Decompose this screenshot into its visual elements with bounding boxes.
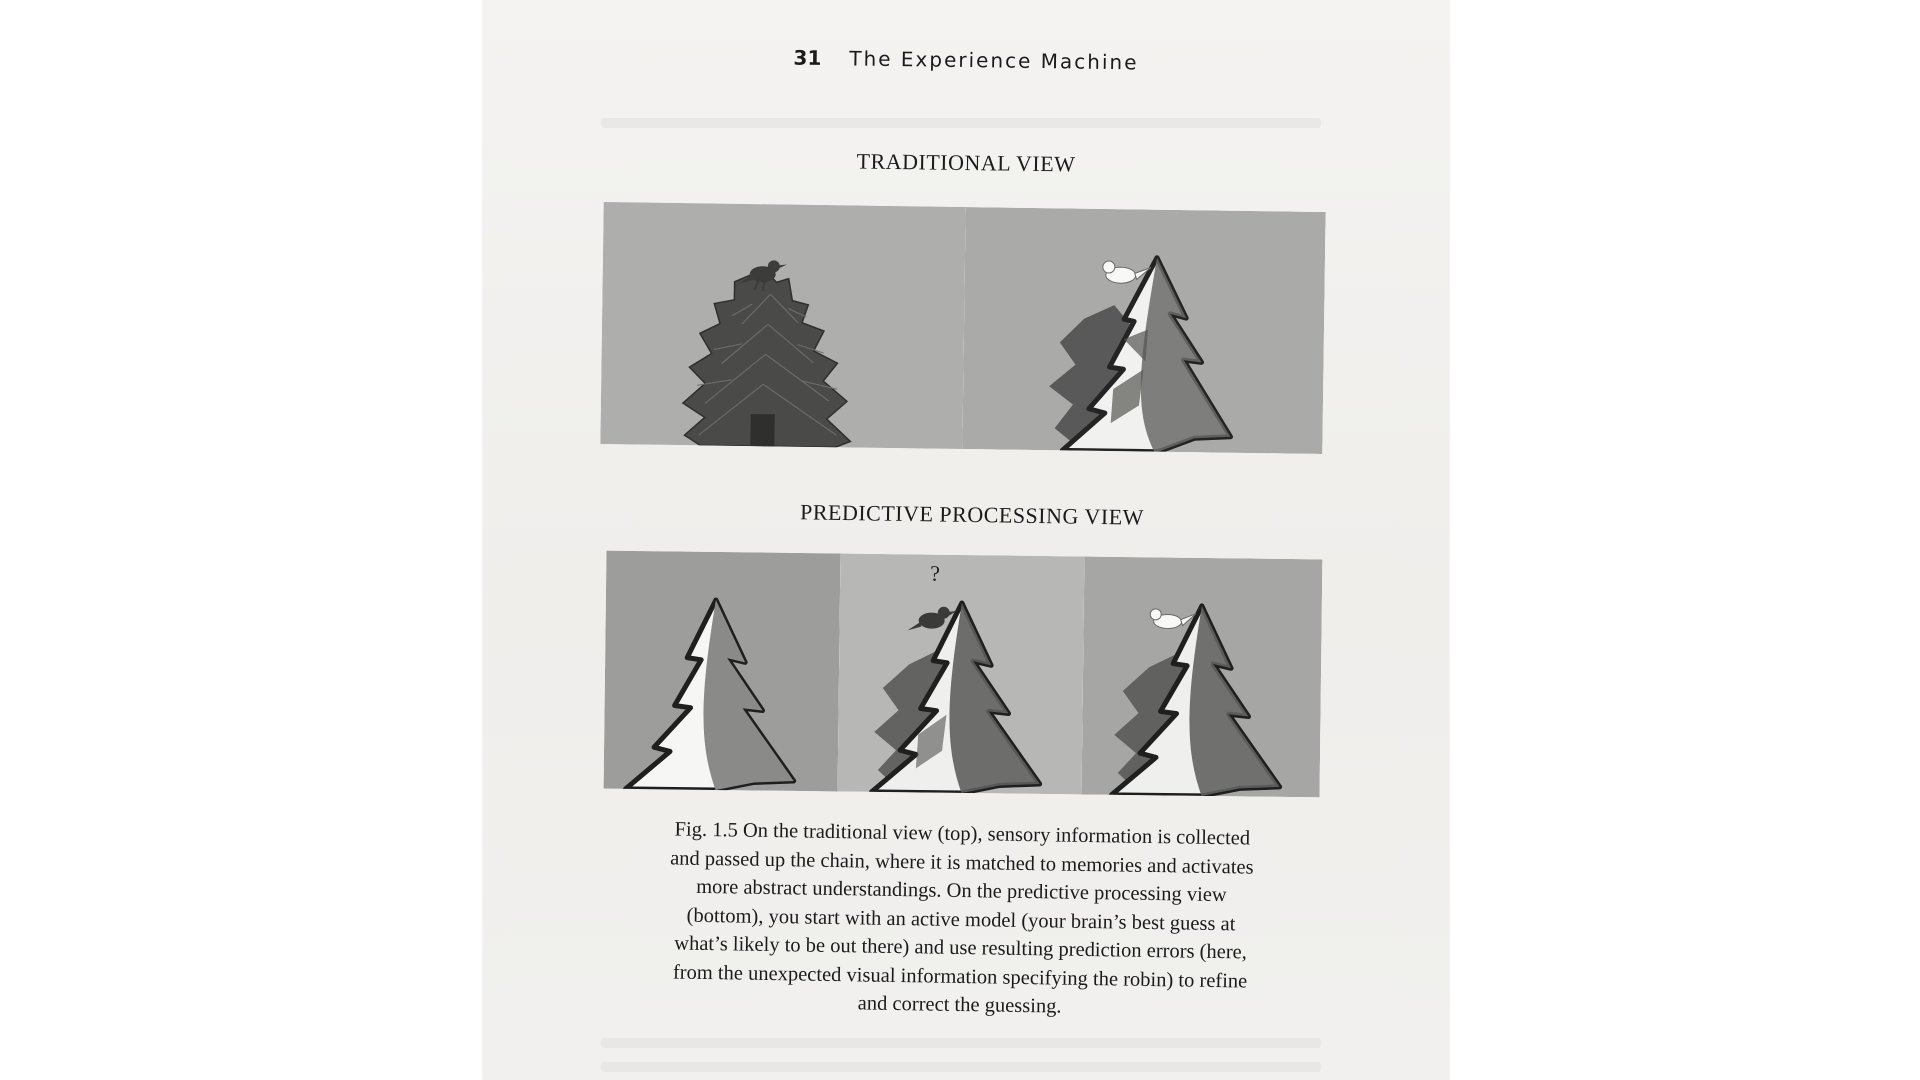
revised-model-panel xyxy=(1082,556,1323,797)
caption-line: Fig. 1.5 On the traditional view (top), sensory information is collected xyxy=(674,818,1251,850)
bleed-through xyxy=(601,1038,1321,1048)
tree-with-dark-bird-image xyxy=(838,553,1085,794)
prediction-error-panel xyxy=(838,553,1085,794)
book-page xyxy=(483,0,1449,1080)
caption-line: more abstract understandings. On the predictive processing view xyxy=(696,875,1227,907)
caption-line: from the unexpected visual information specifying the robin) to refine xyxy=(672,960,1248,993)
caption-line: and correct the guessing. xyxy=(857,992,1062,1018)
bleed-through xyxy=(601,118,1321,128)
sensory-input-panel xyxy=(600,202,965,449)
predictive-processing-panels xyxy=(604,551,1323,798)
outlined-tree-prediction-image xyxy=(604,551,841,792)
bushy-tree-with-bird-image xyxy=(600,202,965,449)
caption-line: (bottom), you start with an active model (your brain’s best guess at xyxy=(686,904,1236,935)
outlined-tree-with-robin-image xyxy=(962,207,1325,454)
outlined-tree-with-white-robin-image xyxy=(1082,556,1323,797)
traditional-view-panels xyxy=(600,202,1325,454)
caption-line: what’s likely to be out there) and use resulting prediction errors (here, xyxy=(674,932,1248,964)
traditional-view-heading: TRADITIONAL VIEW xyxy=(856,148,1076,177)
matched-memory-panel xyxy=(962,207,1325,454)
question-mark: ? xyxy=(930,560,941,586)
figure-caption xyxy=(609,815,1312,1025)
page-number: 31 xyxy=(793,45,822,70)
caption-line: and passed up the chain, where it is matched to memories and activates xyxy=(670,846,1254,879)
prior-model-panel xyxy=(604,551,841,792)
predictive-processing-heading: PREDICTIVE PROCESSING VIEW xyxy=(799,499,1145,530)
book-title: The Experience Machine xyxy=(849,46,1139,75)
bleed-through xyxy=(601,1062,1321,1072)
running-head xyxy=(483,41,1449,78)
